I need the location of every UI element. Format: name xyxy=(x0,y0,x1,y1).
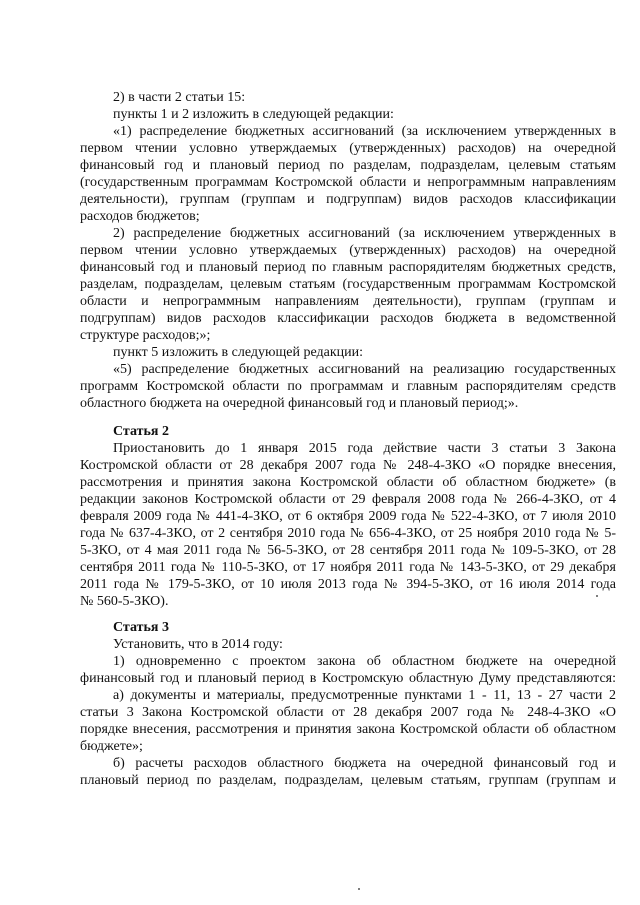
text-line: программ Костромской области по программам и главным распорядителям средств xyxy=(80,379,616,394)
text-line: расходов бюджетов; xyxy=(80,209,200,224)
text-line: Костромской области от 28 декабря 2007 года № 248-4-ЗКО «О порядке внесения, xyxy=(80,458,616,473)
text-line: б) расчеты расходов областного бюджета на очередной финансовый год и xyxy=(113,756,616,771)
text-line: области и непрограммным направлениям деятельности), группам (группам и xyxy=(80,294,616,309)
text-line: финансовый год и плановый период по главным распорядителям бюджетных средств, xyxy=(80,260,616,275)
text-line: редакции законов Костромской области от 29 февраля 2008 года № 266-4-ЗКО, от 4 xyxy=(80,492,616,507)
text-line: разделам, подразделам, целевым статьям (государственным программам Костромской xyxy=(80,277,616,292)
text-line: плановый период по разделам, подразделам, целевым статьям, группам (группам и xyxy=(80,773,616,788)
text-line: порядке внесения, рассмотрения и принятия закона Костромской области об областном xyxy=(80,722,616,737)
text-line: 2011 года № 179-5-ЗКО, от 10 июля 2013 года № 394-5-ЗКО, от 16 июля 2014 года xyxy=(80,577,616,592)
text-line: первом чтении условно утверждаемых (утвержденных) расходов) на очередной xyxy=(80,243,616,258)
text-line: Приостановить до 1 января 2015 года действие части 3 статьи 3 Закона xyxy=(113,441,616,456)
text-line: года № 637-4-ЗКО, от 2 сентября 2010 года № 656-4-ЗКО, от 25 ноября 2010 года № 5- xyxy=(80,526,616,541)
text-line: пункты 1 и 2 изложить в следующей редакции: xyxy=(113,107,394,122)
text-line: «5) распределение бюджетных ассигнований на реализацию государственных xyxy=(113,362,616,377)
text-line: статьи 3 Закона Костромской области от 28 декабря 2007 года № 248-4-ЗКО «О xyxy=(80,705,616,720)
text-line: а) документы и материалы, предусмотренные пунктами 1 - 11, 13 - 27 части 2 xyxy=(113,688,616,703)
article-3-heading: Статья 3 xyxy=(113,620,169,635)
text-line: бюджете»; xyxy=(80,739,143,754)
text-line: «1) распределение бюджетных ассигнований (за исключением утвержденных в xyxy=(113,124,616,139)
text-line: деятельности), группам (группам и подгруппам) видов расходов классификации xyxy=(80,192,616,207)
text-line: структуре расходов;»; xyxy=(80,328,211,343)
text-line: № 560-5-ЗКО). xyxy=(80,594,169,609)
text-line: областного бюджета на очередной финансовый год и плановый период;». xyxy=(80,396,519,411)
text-line: 2) распределение бюджетных ассигнований (за исключением утвержденных в xyxy=(113,226,616,241)
text-line: 2) в части 2 статьи 15: xyxy=(113,90,246,105)
text-line: февраля 2009 года № 441-4-ЗКО, от 6 октября 2009 года № 522-4-ЗКО, от 7 июля 2010 xyxy=(80,509,616,524)
text-line: Установить, что в 2014 году: xyxy=(113,637,283,652)
text-line: сентября 2011 года № 110-5-ЗКО, от 17 ноября 2011 года № 143-5-ЗКО, от 29 декабря xyxy=(80,560,616,575)
text-line: (государственным программам Костромской области и непрограммным направлениям xyxy=(80,175,616,190)
scan-speck xyxy=(596,595,598,597)
article-2-heading: Статья 2 xyxy=(113,424,169,439)
text-line: пункт 5 изложить в следующей редакции: xyxy=(113,345,363,360)
scan-speck xyxy=(358,888,360,890)
text-line: 5-ЗКО, от 4 мая 2011 года № 56-5-ЗКО, от 28 сентября 2011 года № 109-5-ЗКО, от 28 xyxy=(80,543,616,558)
text-line: подгруппам) видов расходов классификации расходов бюджета в ведомственной xyxy=(80,311,616,326)
text-line: 1) одновременно с проектом закона об областном бюджете на очередной xyxy=(113,654,616,669)
text-line: рассмотрения и принятия закона Костромской области об областном бюджете» (в xyxy=(80,475,616,490)
text-line: финансовый год и плановый период в Костромскую областную Думу представляются: xyxy=(80,671,616,686)
text-line: финансовый год и плановый период по разделам, подразделам, целевым статьям xyxy=(80,158,616,173)
text-line: первом чтении условно утверждаемых (утвержденных) расходов) на очередной xyxy=(80,141,616,156)
